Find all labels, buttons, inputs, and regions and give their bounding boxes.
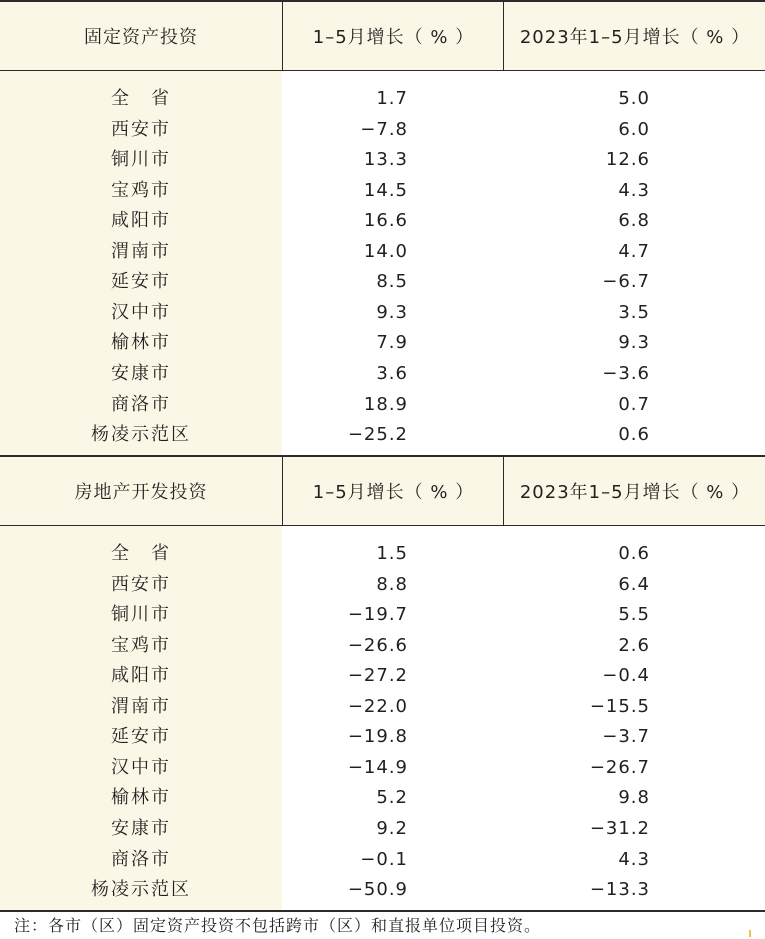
previous-growth-value: 5.0 — [618, 88, 650, 109]
current-growth-value: −22.0 — [347, 695, 408, 717]
current-growth-value: 9.3 — [376, 301, 408, 323]
current-growth-value: 8.8 — [376, 573, 408, 595]
table-row — [0, 722, 765, 752]
previous-growth-value: 5.5 — [618, 604, 650, 626]
previous-growth-value: −26.7 — [589, 756, 650, 778]
table-row — [0, 692, 765, 722]
region-name: 西安市 — [111, 118, 171, 140]
real-estate-body — [0, 526, 765, 910]
header-indicator: 固定资产投资 — [84, 27, 198, 48]
region-name: 宝鸡市 — [111, 634, 171, 656]
region-name: 咸阳市 — [111, 210, 171, 232]
table-row — [0, 237, 765, 267]
current-growth-value: 16.6 — [363, 210, 408, 232]
region-name: 榆林市 — [111, 787, 171, 809]
table-row — [0, 359, 765, 389]
previous-growth-value: 4.3 — [618, 179, 650, 201]
previous-growth-value: 0.7 — [618, 393, 650, 415]
region-name: 西安市 — [111, 573, 171, 595]
current-growth-value: 14.5 — [363, 179, 408, 201]
table-row — [0, 845, 765, 875]
previous-growth-value: 12.6 — [605, 149, 650, 171]
fixed-assets-header — [0, 2, 765, 70]
table-row — [0, 145, 765, 175]
table-row — [0, 298, 765, 328]
header-current-growth: 1–5月增长（ % ） — [282, 457, 504, 525]
table-row — [0, 631, 765, 661]
previous-growth-value: 3.5 — [618, 301, 650, 323]
table-bottom-rule — [0, 910, 765, 912]
table-row — [0, 176, 765, 206]
header-previous-growth: 2023年1–5月增长（ % ） — [503, 2, 765, 70]
fixed-assets-body — [0, 71, 765, 455]
region-name: 全 省 — [111, 88, 171, 109]
current-growth-value: 18.9 — [363, 393, 408, 415]
region-name: 全 省 — [111, 543, 171, 564]
table-row — [0, 328, 765, 358]
current-growth-value: −0.1 — [360, 848, 408, 870]
previous-growth-value: 4.7 — [618, 240, 650, 262]
table-row — [0, 539, 765, 569]
region-name: 汉中市 — [111, 301, 171, 323]
current-growth-value: 13.3 — [363, 149, 408, 171]
region-name: 安康市 — [111, 817, 171, 839]
previous-growth-value: −3.6 — [602, 362, 650, 384]
table-row — [0, 267, 765, 297]
current-growth-value: −19.8 — [347, 726, 408, 748]
region-name: 汉中市 — [111, 756, 171, 778]
previous-growth-value: 0.6 — [618, 543, 650, 564]
region-name: 渭南市 — [111, 240, 171, 262]
region-name: 杨凌示范区 — [91, 879, 191, 901]
region-name: 安康市 — [111, 362, 171, 384]
previous-growth-value: −6.7 — [602, 271, 650, 293]
region-name: 商洛市 — [111, 848, 171, 870]
region-name: 榆林市 — [111, 332, 171, 354]
region-name: 延安市 — [111, 271, 171, 293]
table-row — [0, 570, 765, 600]
table-row — [0, 783, 765, 813]
previous-growth-value: −3.7 — [602, 726, 650, 748]
previous-growth-value: 2.6 — [618, 634, 650, 656]
previous-growth-value: 6.0 — [618, 118, 650, 140]
region-name: 延安市 — [111, 726, 171, 748]
current-growth-value: 3.6 — [376, 362, 408, 384]
previous-growth-value: 9.3 — [618, 332, 650, 354]
previous-growth-value: −15.5 — [589, 695, 650, 717]
table-row — [0, 875, 765, 905]
table-row — [0, 600, 765, 630]
header-previous-growth: 2023年1–5月增长（ % ） — [503, 457, 765, 525]
region-name: 宝鸡市 — [111, 179, 171, 201]
current-growth-value: 14.0 — [363, 240, 408, 262]
header-indicator: 房地产开发投资 — [74, 482, 208, 503]
previous-growth-value: −0.4 — [602, 665, 650, 687]
previous-growth-value: 6.4 — [618, 573, 650, 595]
footnote: 注：各市（区）固定资产投资不包括跨市（区）和直报单位项目投资。 — [14, 916, 542, 935]
table-row — [0, 753, 765, 783]
table-row — [0, 814, 765, 844]
current-growth-value: 8.5 — [376, 271, 408, 293]
current-growth-value: −27.2 — [347, 665, 408, 687]
header-current-growth: 1–5月增长（ % ） — [282, 2, 504, 70]
current-growth-value: −19.7 — [347, 604, 408, 626]
corner-mark — [749, 930, 751, 937]
previous-growth-value: 4.3 — [618, 848, 650, 870]
previous-growth-value: 9.8 — [618, 787, 650, 809]
previous-growth-value: −13.3 — [589, 879, 650, 901]
current-growth-value: −26.6 — [347, 634, 408, 656]
previous-growth-value: 6.8 — [618, 210, 650, 232]
current-growth-value: 1.5 — [376, 543, 408, 564]
current-growth-value: 5.2 — [376, 787, 408, 809]
previous-growth-value: 0.6 — [618, 424, 650, 446]
current-growth-value: 7.9 — [376, 332, 408, 354]
table-row — [0, 420, 765, 450]
current-growth-value: −14.9 — [347, 756, 408, 778]
region-name: 商洛市 — [111, 393, 171, 415]
current-growth-value: −25.2 — [347, 424, 408, 446]
table-row — [0, 84, 765, 114]
table-row — [0, 661, 765, 691]
current-growth-value: −7.8 — [360, 118, 408, 140]
region-name: 铜川市 — [111, 604, 171, 626]
previous-growth-value: −31.2 — [589, 817, 650, 839]
region-name: 铜川市 — [111, 149, 171, 171]
table-row — [0, 206, 765, 236]
region-name: 渭南市 — [111, 695, 171, 717]
current-growth-value: 9.2 — [376, 817, 408, 839]
region-name: 杨凌示范区 — [91, 424, 191, 446]
current-growth-value: 1.7 — [376, 88, 408, 109]
table-row — [0, 390, 765, 420]
table-row — [0, 115, 765, 145]
real-estate-header — [0, 457, 765, 525]
region-name: 咸阳市 — [111, 665, 171, 687]
current-growth-value: −50.9 — [347, 879, 408, 901]
